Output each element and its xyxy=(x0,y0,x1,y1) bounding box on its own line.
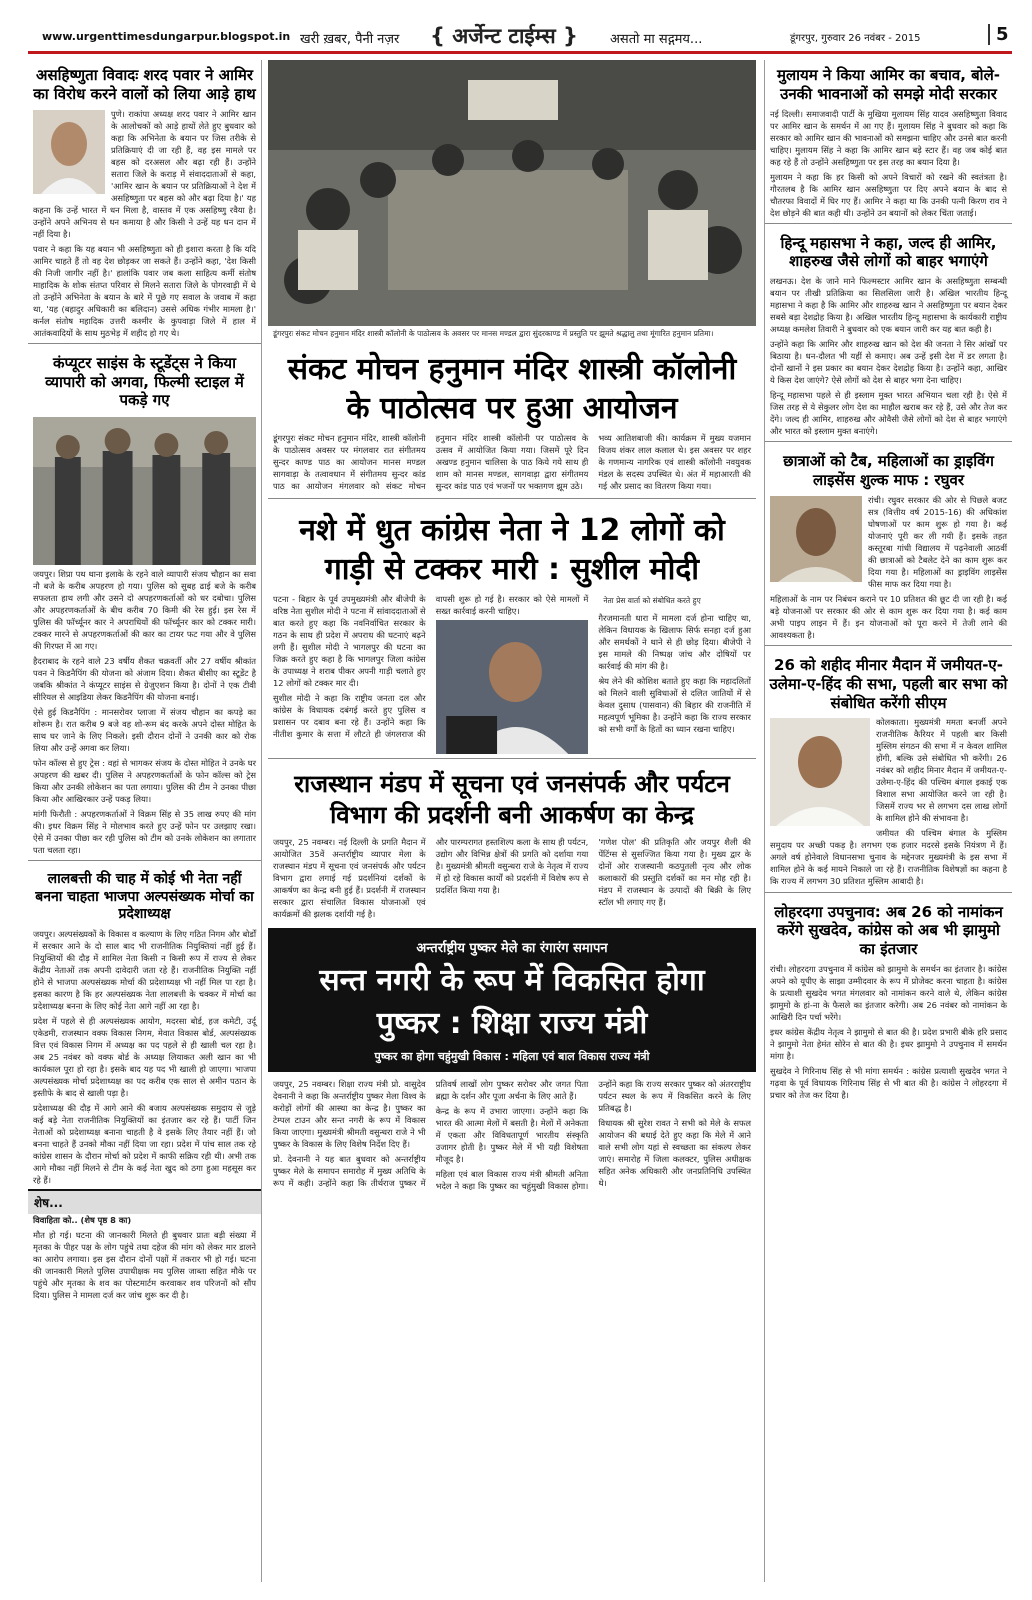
pushkar-kicker: अन्तर्राष्ट्रीय पुष्कर मेले का रंगारंग समापन xyxy=(416,940,608,956)
paragraph: पवार ने कहा कि यह बयान भी असहिष्णुता को ही इशारा करता है कि यदि आमिर चाहते हैं तो वह देश छोड़कर जा सकते हैं। उन्होंने कहा, 'देश किसी की निजी जागीर नहीं है।' हालांकि पवार जब कला साहित्य कर्मी संतोष माहादिक के शोक संतप्त परिवार से मिलने सतारा जिले के पोगरवाड़ी में थे तो उन्होंने अभिनेता के बयान के बारे में पूछे गए सवाल के जवाब में कहा था, 'यह (बहादुर अधिकारी का बलिदान) उससे अधिक गंभीर मामला है।' कर्नल संतोष महादिक उत्तरी कश्मीर के कुपवाड़ा जिले में हाल में आतंकवादियों के साथ मुठभेड़ में शहीद हो गए थे। xyxy=(33,243,256,338)
tagline-left: खरी ख़बर, पैनी नज़र xyxy=(300,32,400,47)
paragraph: फोन कॉल्स से हुए ट्रेस : वहां से भागकर संजय के दोस्त मोहित ने उनके घर अपहरण की खबर दी। पुलिस ने अपहरणकर्ताओं के फोन कॉल्स को ट्रेस किया और उनकी लोकेशन का पता लगाया। पुलिस की टीम ने उनका पीछा किया और आखिरकार उन्हें पकड़ लिया। xyxy=(33,758,256,805)
paragraph: मुलायम ने कहा कि हर किसी को अपने विचारों को रखने की स्वतंत्रता है। गौरतलब है कि आमिर खान असहिष्णुता पर दिए अपने बयान के बाद से चौतरफा विवादों में घिर गए हैं। आमिर ने कहा था कि उनकी पत्नी किरण राव ने देश छोड़ने की बात कही थी। उन्होंने उन बयानों को लेकर चिंता जताई। xyxy=(770,171,1007,218)
article-bjp-minority xyxy=(28,928,261,1186)
photo-caption-temple: डूंगरपुरः संकट मोचन हनुमान मंदिर शास्त्री कॉलोनी के पाठोत्सव के अवसर पर मानस मण्डल द्वारा सुंदरकाण्ड में प्रस्तुति पर झूमते श्रद्धालु तथा मूंगारित हनुमान प्रतिमा। xyxy=(273,329,714,338)
article-continued xyxy=(28,1214,261,1301)
photo-hanuman-temple-event xyxy=(268,60,756,326)
photo-sharad-pawar xyxy=(33,110,105,194)
article-pawar xyxy=(28,108,261,339)
paragraph: कोलकाता। मुख्यमंत्री ममता बनर्जी अपने राजनीतिक कैरियर में पहली बार किसी मुस्लिम संगठन की सभा में न केवल शामिल होंगी, बल्कि उसे संबोधित भी करेंगी। 26 नवंबर को शहीद मिनार मैदान में जमीयत-ए-उलेमा-ए-हिंद की पश्चिम बंगाल इकाई एक विशाल सभा आयोजित करने जा रही है। जिसमें राज्य भर से लगभग दस लाख लोगों के शामिल होने की संभावना है। xyxy=(876,717,1007,824)
pushkar-subhead: पुष्कर का होगा चहुंमुखी विकास : महिला एवं बाल विकास राज्य मंत्री xyxy=(374,1049,650,1063)
photo-raghuvar-das xyxy=(770,496,862,582)
article-rajasthan-pavilion xyxy=(268,836,756,920)
paragraph: प्रदेशाध्यक्ष की दौड़ में आगे आने की बजाय अल्पसंख्यक समुदाय से जुड़े कई बड़े नेता राजनीतिक नियुक्तियों का इंतजार कर रहे हैं। पार्टी जिन नेताओं को प्रदेशाध्यक्ष बनाना चाहती है वे इसके लिए तैयार नहीं हैं। जो बनना चाहते हैं उनको मौका नहीं दिया जा रहा। प्रदेश में पांच साल तक रहे कांग्रेस शासन के दौरान मोर्चा को प्रदेश में काफी सक्रिय रही थी। अभी तक आगे मौका नहीं मिलने से टीम के कई नेता खुद को ठगा हुआ महसूस कर रहे हैं। xyxy=(33,1103,256,1186)
paragraph: प्रो. देवनानी ने यह बात बुधवार को अन्तर्राष्ट्रीय पुष्कर मेले के समापन समारोह में मुख्य अतिथि के रूप में कही। उन्होंने कहा कि तीर्थराज पुष्कर में प्रतिवर्ष लाखों लोग पुष्कर सरोवर और जगत पिता ब्रह्मा के दर्शन और पूजा अर्चना के लिए आते हैं। xyxy=(273,1078,589,1188)
paragraph: हैदराबाद के रहने वाले 23 वर्षीय शैकत चक्रवर्ती और 27 वर्षीय श्रीकांत पवन ने किडनैपिंग की योजना को अंजाम दिया। शैकत बीसीए का स्टूडेंट है जबकि श्रीकांत ने कंप्यूटर साइंस से ग्रेजुएशन किया है। दोनों ने एक टीवी सीरियल से आइडिया लेकर किडनैपिंग की योजना बनाई। xyxy=(33,656,256,703)
article-jamiat-rally xyxy=(765,716,1012,887)
paragraph: जमीयत की पश्चिम बंगाल के मुस्लिम समुदाय पर अच्छी पकड़ है। लगभग एक हजार मदरसे इसके नियंत्रण में हैं। अगले वर्ष होनेवाले विधानसभा चुनाव के मद्देनजर मुख्यमंत्री के इस सभा में शामिल होने के कई मायने निकाले जा रहे हैं। राजनीतिक विशेषज्ञों का कहना है कि राज्य में लगभग 30 प्रतिशत मुस्लिम आबादी है। xyxy=(770,828,1007,887)
pushkar-headline-line2: पुष्कर : शिक्षा राज्य मंत्री xyxy=(376,1006,648,1042)
paragraph: सुखदेव ने गिरिनाथ सिंह से भी मांगा समर्थन : कांग्रेस प्रत्याशी सुखदेव भगत ने गढ़वा के पूर्व विधायक गिरिनाथ सिंह से भी बात की है। कांग्रेस ने लोहरदगा में प्रचार को तेज कर दिया है। xyxy=(770,1065,1007,1100)
paragraph: महिलाओं के नाम पर निबंधन कराने पर 10 प्रतिशत की छूट दी जा रही है। कई बड़े योजनाओं पर सरकार की ओर से काम शुरू कर दिया गया है। कई काम अभी पाइप लाइन में हैं। इन योजनाओं को पूरा करने में तेजी लाने की आवश्यकता है। xyxy=(770,593,1007,641)
newspaper-logo: { अर्जेन्ट टाईम्स } xyxy=(430,24,578,48)
blog-url[interactable]: www.urgenttimesdungarpur.blogspot.in xyxy=(42,30,291,43)
newspaper-page xyxy=(28,20,1012,1586)
paragraph: मौत हो गई। घटना की जानकारी मिलते ही बुधवार प्रातः बड़ी संख्या में मृतका के पीहर पक्ष के लोग पहुंचे तथा दहेज की मांग को लेकर मार डालने का आरोप लगाया। इस इस दौरान दोनों पक्षों में तकरार भी हो गई। घटना की जानकारी मिलते पुलिस उपाधीक्षक मय पुलिस जाब्ता सहित मौके पर पहुंचे और मृतका के शव का पोस्टमार्टम करवाकर शव परिजनों को सौंप दिया। पुलिस ने मामला दर्ज कर जांच शुरू कर दी है। xyxy=(33,1230,256,1301)
headline-raghuvar: छात्राओं को टैब, महिलाओं का ड्राइविंग लाइसेंस शुल्क माफ : रघुवर xyxy=(783,452,994,490)
paragraph: श्रेय लेने की कोशिश बताते हुए कहा कि महादलितों को मिलने वाली सुविधाओं से दलित जातियों में से केवल दुसाध (पासवान) की बिहार की राजनीति में महत्वपूर्ण भूमिका है। उन्होंने कहा कि राज्य सरकार को सभी वर्गों के हितों का ध्यान रखना चाहिए। xyxy=(598,676,751,735)
paragraph: ऐसे हुई किडनैपिंग : मानसरोवर प्लाजा में संजय चौहान का कपड़े का शोरूम है। रात करीब 9 बजे वह शो-रूम बंद करके अपने दोस्त मोहित के साथ घर जाने के लिए निकले। इसी दौरान दोनों ने उनकी कार को रोक लिया और उन्हें अगवा कर लिया। xyxy=(33,707,256,754)
pushkar-headline-line1: सन्त नगरी के रूप में विकसित होगा xyxy=(319,962,705,998)
headline-kidnap: कंप्यूटर साइंस के स्टूडेंट्स ने किया व्यापारी को अगवा, फिल्मी स्टाइल में पकड़े गए xyxy=(45,353,244,410)
paragraph: नई दिल्ली। समाजवादी पार्टी के मुखिया मुलायम सिंह यादव असहिष्णुता विवाद पर आमिर खान के समर्थन में आ गए हैं। मुलायम सिंह ने बुधवार को कहा कि सरकार को आमिर खान की भावनाओं को समझना चाहिए और उनसे बात करनी चाहिए। मुलायम सिंह ने कहा कि आमिर खान बड़े स्टार हैं। वह जब कोई बात कह रहे हैं तो उन्होंने असहिष्णुता पर इस तरह का बयान दिया है। xyxy=(770,108,1007,167)
headline-sushil-modi: नशे में धुत कांग्रेस नेता ने 12 लोगों को गाड़ी से टक्कर मारी : सुशील मोदी xyxy=(299,513,725,588)
paragraph: रांची। रघुवर सरकार की ओर से पिछले बजट सत्र (वित्तीय वर्ष 2015-16) की अधिकांश घोषणाओं पर काम शुरू हो गया है। कई योजनाएं पूरी कर ली गयी हैं। इसके तहत कस्तूरबा गांधी विद्यालय में पढ़नेवाली आठवीं की छात्राओं को टैबलेट देने का काम शुरू कर दिया गया है। महिलाओं का ड्राइविंग लाइसेंस फीस माफ कर दिया गया है। xyxy=(868,494,1007,589)
left-column xyxy=(28,60,262,1582)
paragraph: केन्द्र के रूप में उभारा जाएगा। उन्होंने कहा कि भारत की आत्मा मेलों में बसती है। मेलों में अनेकता में एकता और विविधतापूर्ण भारतीय संस्कृति उजागर होती है। पुष्कर मेले में भी यही विशेषता मौजूद है। xyxy=(435,1105,589,1164)
article-kidnap xyxy=(28,568,261,856)
tagline-right: असतो मा सद्गमय... xyxy=(610,32,703,47)
photo-sushil-modi xyxy=(436,620,589,754)
paragraph: महिला एवं बाल विकास राज्य मंत्री श्रीमती अनिता भदेल ने कहा कि पुष्कर का चहुंमुखी विकास होगा। उन्होंने कहा कि राज्य सरकार पुष्कर को अंतरराष्ट्रीय पर्यटन स्थल के रूप में विकसित करने के लिए प्रतिबद्ध है। xyxy=(435,1078,751,1191)
paragraph: पटना - बिहार के पूर्व उपमुख्यमंत्री और बीजेपी के वरिष्ठ नेता सुशील मोदी ने पटना में सांवाददाताओं से बात करते हुए कहा कि नवनिर्वाचित सरकार के गठन के साथ ही प्रदेश में अपराध की घटनाएं बढ़ने लगी हैं। सुशील मोदी ने भागलपुर की घटना का जिक्र करते हुए कहा है कि भागलपुर जिला कांग्रेस के उपाध्यक्ष ने शराब पीकर अपनी गाड़ी चलाते हुए 12 लोगों को टक्कर मार दी। xyxy=(273,594,426,689)
paragraph: रांची। लोहरदगा उपचुनाव में कांग्रेस को झामुमो के समर्थन का इंतजार है। कांग्रेस अपने को यूपीए के साझा उम्मीदवार के रूप में प्रोजेक्ट करना चाहता है। कांग्रेस के प्रत्याशी सुखदेव भगत मंगलवार को नामांकन करने वाले थे, लेकिन कांग्रेस झामुमो के हां-ना के फैसले का इंतजार करेगी। अब 26 नवंबर को नामांकन के आखिरी दिन पर्चा भरेंगे। xyxy=(770,963,1007,1022)
pushkar-headline-box xyxy=(268,928,756,1072)
headline-mulayam: मुलायम ने किया आमिर का बचाव, बोले- उनकी भावनाओं को समझे मोदी सरकार xyxy=(777,66,1000,103)
paragraph: जयपुर, 25 नवम्बर। नई दिल्ली के प्रगति मैदान में आयोजित 35वें अन्तर्राष्ट्रीय व्यापार मेला के राजस्थान मंडप में सूचना एवं जनसंपर्क और पर्यटन विभाग द्वारा लगाई गई प्रदर्शनियां दर्शकों के आकर्षण का केन्द्र बनी हुई हैं। प्रदर्शनी में राजस्थान सरकार द्वारा संचालित विकास योजनाओं एवं कार्यक्रमों की झलक दर्शायी गई है। xyxy=(273,836,426,919)
paragraph: उन्होंने कहा कि आमिर और शाहरुख खान को देश की जनता ने सिर आंखों पर बिठाया है। धन-दौलत भी यहीं से कमाए। अब उन्हें इसी देश में डर लगता है। दोनों खानों ने इस प्रकार का बयान देकर देशद्रोह किया है। उन्होंने कहा, आखिर ये किस देश जाएंगे? ऐसे लोगों को देश से बाहर भगा देना चाहिए। xyxy=(770,339,1007,386)
article-hindu-mahasabha xyxy=(765,275,1012,437)
masthead xyxy=(28,20,1012,54)
paragraph: 'गणेश पोल' की प्रतिकृति और जयपुर शैली की पेंटिंग्स से सुसज्जित किया गया है। मुख्य द्वार के दोनों ओर राजस्थानी कठपुतली नृत्य और लोक कलाकारों की प्रस्तुति दर्शकों का मन मोह रही है। मंडप में राजस्थान के उत्पादों की बिक्री के लिए स्टॉल भी लगाए गए हैं। xyxy=(598,836,751,907)
paragraph: जयपुर, 25 नवम्बर। शिक्षा राज्य मंत्री प्रो. वासुदेव देवनानी ने कहा कि अन्तर्राष्ट्रीय पुष्कर मेला विश्व के करोड़ों लोगों की आस्था का केन्द्र है। पुष्कर का टेम्पल टाउन और सन्त नगरी के रूप में विकास किया जाएगा। मुख्यमंत्री श्रीमती वसुन्धरा राजे ने भी पुष्कर के विकास के लिए विशेष निर्देश दिए हैं। xyxy=(273,1078,426,1149)
paragraph: सुशील मोदी ने कहा कि राष्ट्रीय जनता दल और कांग्रेस के विधायक दबंगई करते हुए पुलिस व प्रशासन पर दबाव बना रहे हैं। उन्होंने कहा कि नीतीश कुमार के सत्ता में लौटते ही जंगलराज की वापसी शुरू हो गई है। सरकार को ऐसे मामलों में सख्त कार्रवाई करनी चाहिए। xyxy=(273,594,589,740)
right-column xyxy=(764,60,1012,1582)
headline-pawar: असहिष्णुता विवादः शरद पवार ने आमिर का विरोध करने वालों को लिया आड़े हाथ xyxy=(33,66,256,103)
paragraph: विधायक श्री सुरेश रावत ने सभी को मेले के सफल आयोजन की बधाई देते हुए कहा कि मेले में आने वाले सभी लोग यहां से स्वच्छता का संकल्प लेकर जाएं। समारोह में जिला कलक्टर, पुलिस अधीक्षक सहित अनेक अधिकारी और जनप्रतिनिधि उपस्थित थे। xyxy=(598,1117,751,1188)
photo-caption-sushil-modi: नेता प्रेस वार्ता को संबोधित करते हुए xyxy=(603,596,701,606)
paragraph: जयपुर। शिप्रा पथ थाना इलाके के रहने वाले व्यापारी संजय चौहान का सवा नौ बजे के करीब अपहरण हो गया। पुलिस को सुबह ढाई बजे के करीब सफलता हाथ लगी और उसने दो अपहरणकर्ताओं को धर दबोचा। पुलिस और अपहरणकर्ताओं के बीच करीब 70 किमी की रेस हुई। इस रेस में पुलिस की फॉर्च्यूनर कार ने अपराधियों की फॉर्च्यूनर कार को टक्कर मारी। टक्कर मारने से अपहरणकर्ताओं की कार का टायर फट गया और वे पुलिस की गिरफ्त में आ गए। xyxy=(33,569,256,652)
middle-column xyxy=(268,60,756,1582)
continued-headline: विवाहिता को.. (शेष पृष्ठ 8 का) xyxy=(33,1215,132,1226)
paragraph: हिन्दू महासभा पहले से ही इस्लाम मुक्त भारत अभियान चला रही है। ऐसे में जिस तरह से ये सेकुलर लोग देश का माहौल खराब कर रहे हैं, उसे और तेज कर देंगे। जल्द ही आमिर, शाहरुख और ओवैसी जैसे लोगों को देश से बाहर भगाएंगे और भारत को इस्लाम मुक्त बनाएंगे। xyxy=(770,390,1007,437)
paragraph: लखनऊ। देश के जाने माने फिल्मस्टार आमिर खान के असहिष्णुता सम्बन्धी बयान पर तीखी प्रतिक्रिया का सिलसिला जारी है। अखिल भारतीय हिन्दू महासभा ने कहा है कि आमिर और शाहरुख खान ने असहिष्णुता पर बयान देकर सबसे बड़ा देशद्रोह किया है। अखिल भारतीय हिन्दू महासभा के कार्यकारी राष्ट्रीय अध्यक्ष कमलेश तिवारी ने बुधवार को एक बयान जारी कर यह बात कही है। xyxy=(770,276,1007,335)
paragraph: इधर कांग्रेस केंद्रीय नेतृत्व ने झामुमो से बात की है। प्रदेश प्रभारी बीके हरि प्रसाद ने झामुमो नेता हेमंत सोरेन से बात की है। इधर झामुमो ने उपचुनाव में समर्थन मांगा है। xyxy=(770,1026,1007,1061)
headline-rajasthan-pavilion: राजस्थान मंडप में सूचना एवं जनसंपर्क और पर्यटन विभाग की प्रदर्शनी बनी आकर्षण का केन्द्र xyxy=(294,770,730,830)
article-hanuman-temple xyxy=(268,432,756,494)
paragraph: जयपुर। अल्पसंख्यकों के विकास व कल्याण के लिए गठित निगम और बोर्डों में सरकार आने के दो साल बाद भी राजनीतिक नियुक्तियां नहीं हुई हैं। नियुक्तियों की दौड़ में शामिल नेता किसी न किसी रूप में राज्य से लेकर केंद्रीय नेताओं तक अपनी दावेदारी जता रहे हैं। राजनीतिक नियुक्ति नहीं होने से भाजपा अल्पसंख्यक मोर्चा की प्रदेशाध्यक्ष भी नहीं मिल पा रहा है। इसका कारण है कि हर अल्पसंख्यक नेता लालबत्ती के चक्कर में मोर्चा का प्रदेशाध्यक्ष बनना के लिए कोई नेता आगे नहीं आ रहा है। xyxy=(33,928,256,1011)
paragraph: डूंगरपुरः संकट मोचन हनुमान मंदिर, शास्त्री कॉलोनी के पाठोत्सव अवसर पर मंगलवार रात संगीतमय सुन्दर काण्ड पाठ का आयोजन मानस मण्डल सागवाड़ा के तत्वावधान में संगीतमय सुन्दर कांड पाठ का आयोजन मंगलवार को संकट मोचन हनुमान मंदिर शास्त्री कॉलोनी पर पाठोत्सव के उत्सव में आयोजित किया गया। जिसमें पूरे दिन अखण्ड हनुमान चालिसा के पाठ किये गये साथ ही शाम को मानस मण्डल, सागवाड़ा द्वारा संगीतमय सुन्दर कांड पाठ एवं भजनों पर भक्तगण झूम उठे। xyxy=(273,433,589,492)
article-mulayam xyxy=(765,108,1012,219)
headline-lohardaga: लोहरदगा उपचुनाव: अब 26 को नामांकन करेंगे सुखदेव, कांग्रेस को अब भी झामुमो का इंतजार xyxy=(774,902,1003,958)
article-sushil-modi xyxy=(268,593,756,754)
paragraph: मांगी फिरौती : अपहरणकर्ताओं ने विक्रम सिंह से 35 लाख रुपए की मांग की। इधर विक्रम सिंह ने मोलभाव करते हुए उन्हें फोन पर उलझाए रखा। ऐसे में उनका पीछा कर रही पुलिस को टीम को उनके लोकेशन का लगातार पता चलता रहा। xyxy=(33,809,256,856)
photo-arrested-students xyxy=(33,417,256,565)
article-raghuvar xyxy=(765,494,1012,641)
paragraph: प्रदेश में पहले से ही अल्पसंख्यक आयोग, मदरसा बोर्ड, हज कमेटी, उर्दू एकेडमी, राजस्थान वक्फ विकास निगम, मेवात विकास बोर्ड, अल्पसंख्यक वित्त एवं विकास निगम में अध्यक्ष का पद पहले से ही खाली चल रहा है। अब 25 नवंबर को वक्फ बोर्ड के अध्यक्ष लियाकत अली खान का भी कार्यकाल पूरा हो रहा है। इसके बाद यह पद भी खाली हो जाएगा। भाजपा अल्पसंख्यक मोर्चा प्रदेशाध्यक्ष का पद करीब एक साल से अमीन पठान के इस्तीफे के बाद से खाली पड़ा है। xyxy=(33,1016,256,1099)
paragraph: गैरजमानती धारा में मामला दर्ज होना चाहिए था, लेकिन विधायक के खिलाफ सिर्फ सनहा दर्ज हुआ और समर्थकों ने थाने से ही छोड़ दिया। बीजेपी ने इस मामले की निष्पक्ष जांच और दोषियों पर कार्रवाई की मांग की है। xyxy=(598,613,751,672)
paragraph: और पारम्परागत हस्तशिल्प कला के साथ ही पर्यटन, उद्योग और विभिन्न क्षेत्रों की प्रगति को दर्शाया गया है। मुख्यमंत्री श्रीमती वसुन्धरा राजे के नेतृत्व में राज्य में हो रहे विकास कार्यों को प्रदर्शनी में विशेष रूप से प्रदर्शित किया गया है। xyxy=(435,836,589,895)
headline-jamiat-rally: 26 को शहीद मीनार मैदान में जमीयत-ए-उलेमा-ए-हिंद की सभा, पहली बार सभा को संबोधित करेंगी सीएम xyxy=(769,656,1008,712)
paragraph: भव्य आतिशबाजी की। कार्यक्रम में मुख्य यजमान विजय शंकर लाल कलाल थे। इस अवसर पर शहर के गणमान्य नागरिक एवं शास्त्री कॉलोनी नवयुवक मंडल के सदस्य उपस्थित थे। अंत में महाआरती की गई और प्रसाद का वितरण किया गया। xyxy=(598,433,751,492)
issue-date: डूंगरपुर, गुरुवार 26 नवंबर - 2015 xyxy=(790,33,921,44)
paragraph: पुणे। राकांपा अध्यक्ष शरद पवार ने आमिर खान के आलोचकों को आड़े हाथों लेते हुए बुधवार को कहा कि अभिनेता के बयान पर जिस तरीके से प्रतिक्रियाएं दी जा रही हैं, वह इस मामले पर बहस को दरअसल और बढ़ा रही हैं। उन्होंने सतारा जिले के कराड़ में संवाददाताओं से कहा, 'आमिर खान के बयान पर प्रतिक्रियाओं ने देश में असहिष्णुता पर बहस को और बढ़ा दिया है।' यह कहना कि उन्हें भारत में धन मिला है, वास्तव में एक असहिष्णु रवैया है। उन्होंने अपने अभिनय से धन कमाया है और किसी ने उन्हें यह धन दान में नहीं दिया है। xyxy=(33,108,256,239)
headline-hanuman-temple: संकट मोचन हनुमान मंदिर शास्त्री कॉलोनी के पाठोत्सव पर हुआ आयोजन xyxy=(287,352,737,427)
page-number: 5 xyxy=(988,24,1009,45)
photo-mamata-banerjee xyxy=(770,718,870,826)
shesh-label: शेष... xyxy=(28,1189,261,1214)
headline-hindu-mahasabha: हिन्दू महासभा ने कहा, जल्द ही आमिर, शाहरुख जैसे लोगों को बाहर भगाएंगे xyxy=(780,233,997,271)
headline-bjp-minority: लालबत्ती की चाह में कोई भी नेता नहीं बनना चाहता भाजपा अल्पसंख्यक मोर्चा का प्रदेशाध्यक्ष xyxy=(35,871,254,923)
article-pushkar xyxy=(268,1078,756,1192)
article-lohardaga xyxy=(765,963,1012,1101)
